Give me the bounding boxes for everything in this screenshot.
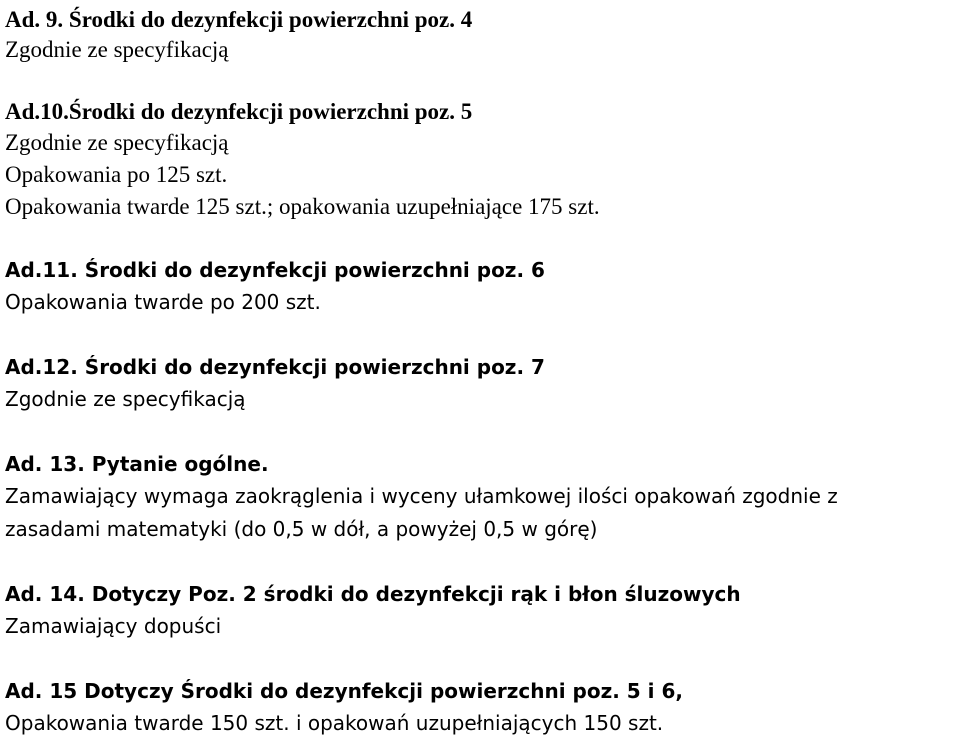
ad9-heading: Ad. 9. Środki do dezynfekcji powierzchni poz. 4 [5, 7, 473, 32]
ad12-line-1: Zgodnie ze specyfikacją [5, 387, 246, 411]
ad10-line-3: Opakowania twarde 125 szt.; opakowania uzupełniające 175 szt. [5, 194, 600, 219]
ad15-heading: Ad. 15 Dotyczy Środki do dezynfekcji powierzchni poz. 5 i 6, [5, 679, 684, 703]
ad11-line-1: Opakowania twarde po 200 szt. [5, 290, 321, 314]
ad11-heading: Ad.11. Środki do dezynfekcji powierzchni poz. 6 [5, 258, 545, 282]
ad12-heading: Ad.12. Środki do dezynfekcji powierzchni poz. 7 [5, 355, 545, 379]
ad10-line-2: Opakowania po 125 szt. [5, 162, 228, 187]
ad13-heading: Ad. 13. Pytanie ogólne. [5, 452, 269, 476]
ad9-line-1: Zgodnie ze specyfikacją [5, 37, 229, 62]
ad14-heading: Ad. 14. Dotyczy Poz. 2 środki do dezynfekcji rąk i błon śluzowych [5, 582, 741, 606]
ad10-heading: Ad.10.Środki do dezynfekcji powierzchni poz. 5 [5, 99, 473, 124]
ad13-line-1: Zamawiający wymaga zaokrąglenia i wyceny ułamkowej ilości opakowań zgodnie z [5, 484, 838, 508]
ad13-line-2: zasadami matematyki (do 0,5 w dół, a powyżej 0,5 w górę) [5, 517, 598, 541]
ad15-line-1: Opakowania twarde 150 szt. i opakowań uzupełniających 150 szt. [5, 711, 664, 735]
ad14-line-1: Zamawiający dopuści [5, 614, 222, 638]
ad10-line-1: Zgodnie ze specyfikacją [5, 130, 229, 155]
